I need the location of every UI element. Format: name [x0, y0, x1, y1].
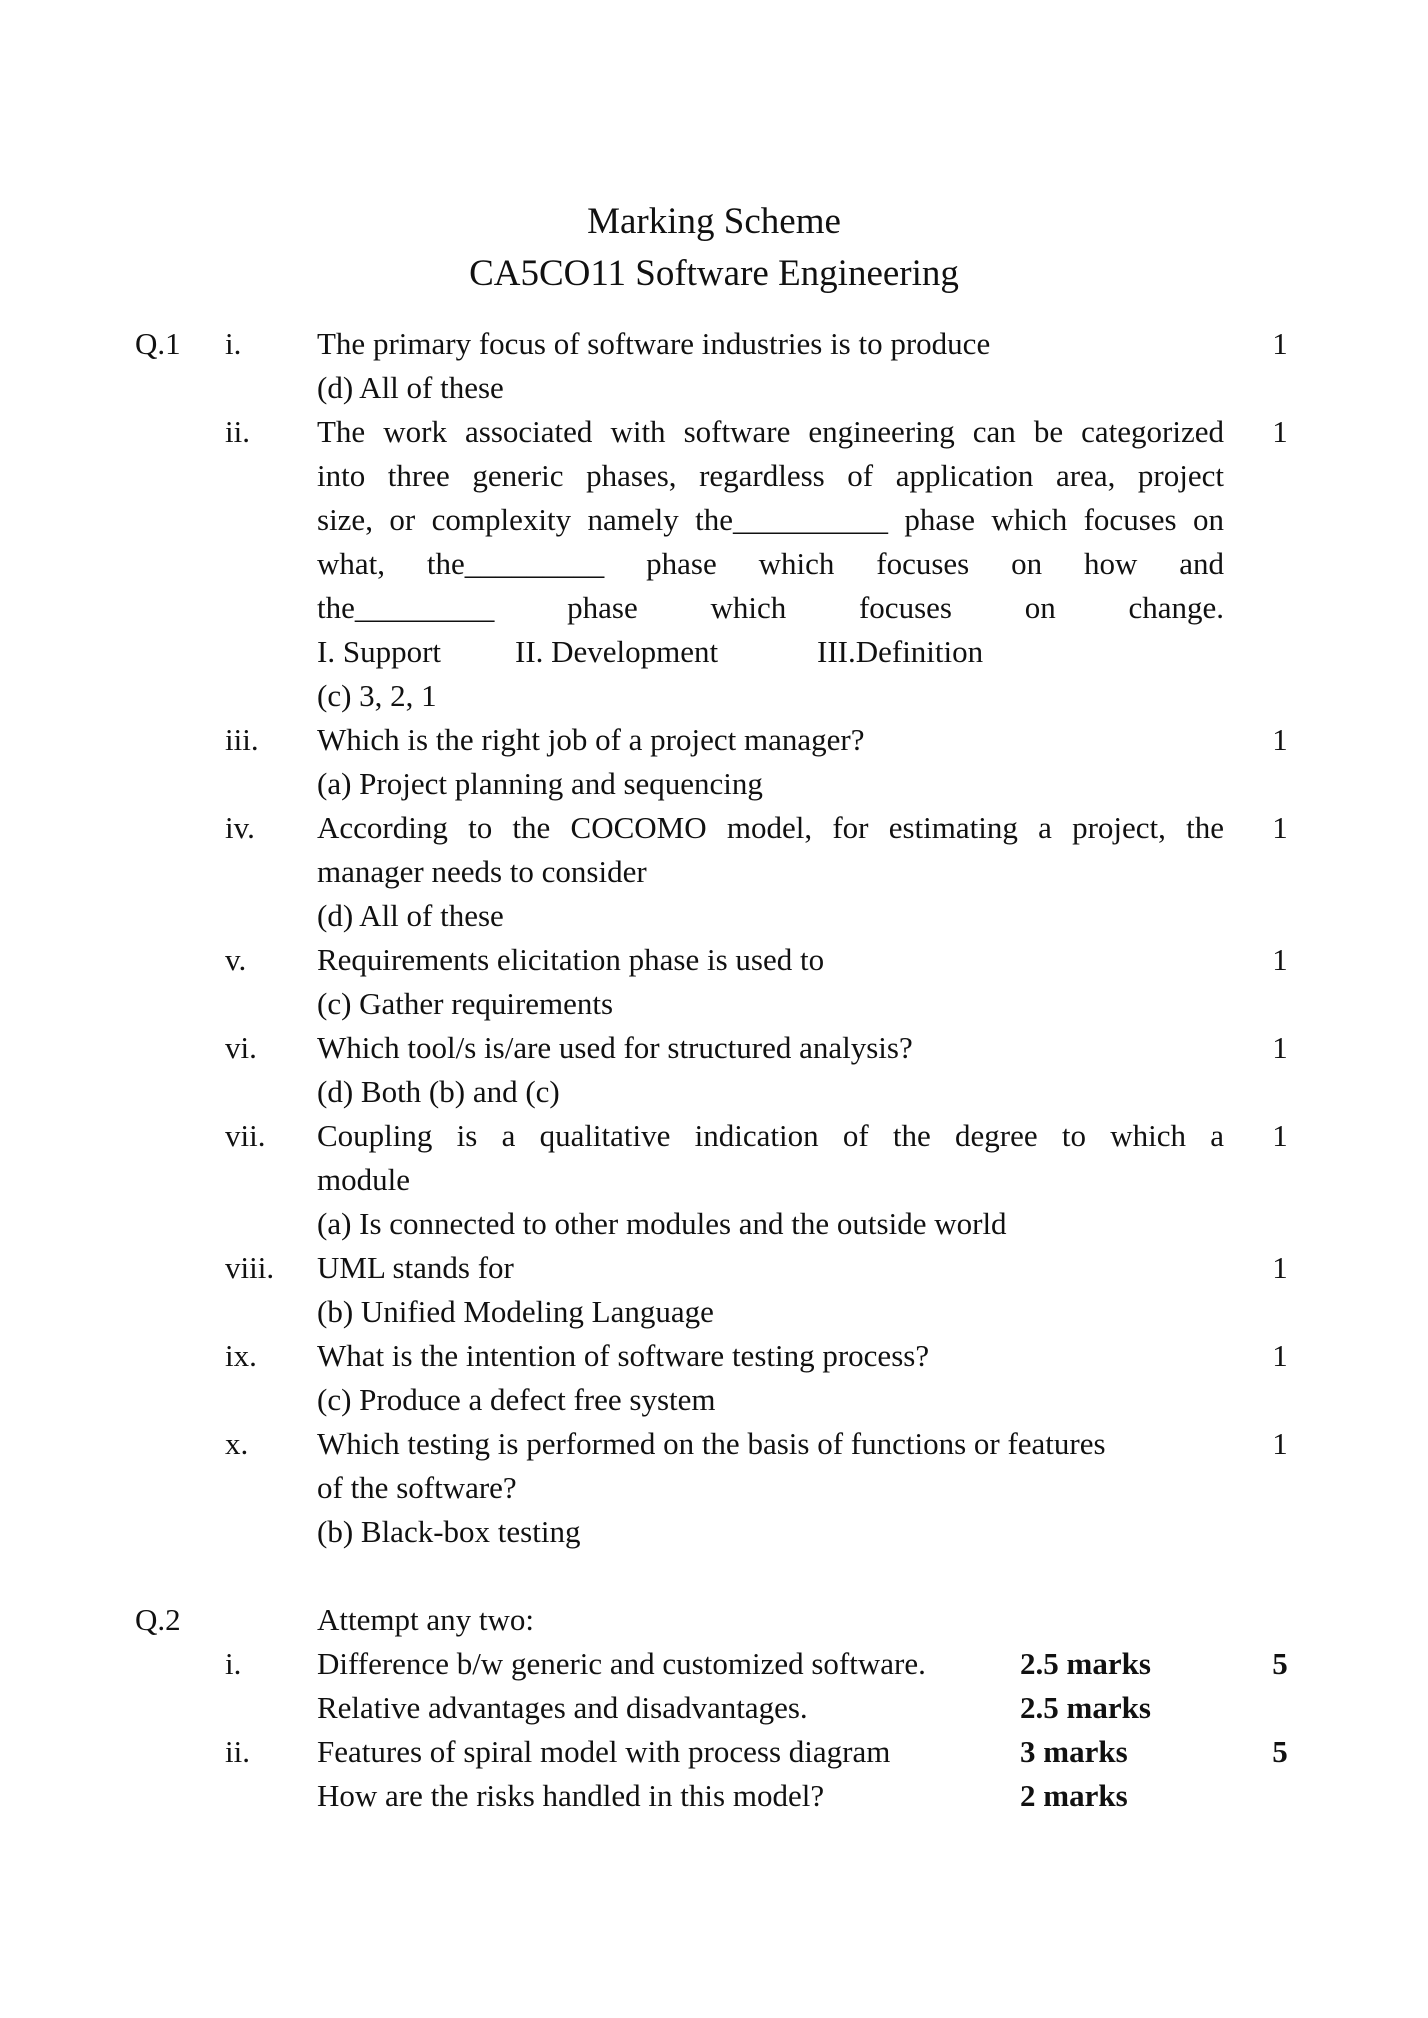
question-text: Coupling is a qualitative indication of the degree to which a: [317, 1118, 1224, 1153]
answer-text: (a) Project planning and sequencing: [317, 766, 763, 801]
answer-text: (c) 3, 2, 1: [317, 678, 437, 713]
marks: 1: [1272, 1250, 1288, 1285]
mark-allocation: 2.5 marks: [1020, 1646, 1151, 1681]
question-number: Q.1: [135, 326, 181, 361]
question-text: UML stands for: [317, 1250, 514, 1285]
question-text: into three generic phases, regardless of application area, project: [317, 458, 1224, 493]
question-text: manager needs to consider: [317, 854, 647, 889]
question-number: Q.2: [135, 1602, 181, 1637]
page-subtitle: CA5CO11 Software Engineering: [469, 253, 959, 294]
item-number: i.: [225, 326, 242, 361]
marks: 5: [1272, 1734, 1288, 1769]
question-text: size, or complexity namely the__________ phase which focuses on: [317, 502, 1224, 537]
item-number: vii.: [225, 1118, 266, 1153]
answer-text: (c) Produce a defect free system: [317, 1382, 716, 1417]
marks: 1: [1272, 722, 1288, 757]
item-number: iii.: [225, 722, 259, 757]
option: II. Development: [515, 634, 719, 669]
answer-text: (c) Gather requirements: [317, 986, 614, 1021]
question-text: Which tool/s is/are used for structured analysis?: [317, 1030, 913, 1065]
marks: 1: [1272, 1338, 1288, 1373]
item-number: viii.: [225, 1250, 275, 1285]
page-title: Marking Scheme: [587, 201, 841, 242]
marks: 1: [1272, 942, 1288, 977]
question-text: According to the COCOMO model, for estimating a project, the: [317, 810, 1224, 845]
part-text: Relative advantages and disadvantages.: [317, 1690, 808, 1725]
mark-allocation: 3 marks: [1020, 1734, 1128, 1769]
marks: 1: [1272, 810, 1288, 845]
instruction-text: Attempt any two:: [317, 1602, 534, 1637]
option-list: [317, 630, 983, 674]
item-number: iv.: [225, 810, 255, 845]
question-text: The primary focus of software industries is to produce: [317, 326, 991, 361]
marks: 1: [1272, 414, 1288, 449]
answer-text: (d) All of these: [317, 370, 504, 405]
mark-allocation: 2 marks: [1020, 1778, 1128, 1813]
answer-text: (b) Black-box testing: [317, 1514, 581, 1549]
question-text: What is the intention of software testing process?: [317, 1338, 930, 1373]
question-text: of the software?: [317, 1470, 517, 1505]
part-text: Features of spiral model with process diagram: [317, 1734, 891, 1769]
question-text: module: [317, 1162, 410, 1197]
mark-allocation: 2.5 marks: [1020, 1690, 1151, 1725]
question-text: the_________ phase which focuses on change.: [317, 590, 1224, 625]
question-text: what, the_________ phase which focuses on how and: [317, 546, 1224, 581]
marks: 1: [1272, 1426, 1288, 1461]
answer-text: (b) Unified Modeling Language: [317, 1294, 714, 1329]
item-number: v.: [225, 942, 247, 977]
item-number: ii.: [225, 1734, 250, 1769]
marks: 5: [1272, 1646, 1288, 1681]
item-number: ix.: [225, 1338, 257, 1373]
option: I. Support: [317, 634, 441, 669]
item-number: ii.: [225, 414, 250, 449]
item-number: vi.: [225, 1030, 257, 1065]
marks: 1: [1272, 326, 1288, 361]
item-number: i.: [225, 1646, 242, 1681]
part-text: How are the risks handled in this model?: [317, 1778, 825, 1813]
question-text: Which testing is performed on the basis of functions or features: [317, 1426, 1106, 1461]
item-number: x.: [225, 1426, 249, 1461]
answer-text: (a) Is connected to other modules and the outside world: [317, 1206, 1007, 1241]
marks: 1: [1272, 1030, 1288, 1065]
marks: 1: [1272, 1118, 1288, 1153]
question-text: Which is the right job of a project manager?: [317, 722, 865, 757]
part-text: Difference b/w generic and customized software.: [317, 1646, 926, 1681]
question-text: Requirements elicitation phase is used to: [317, 942, 825, 977]
option: III.Definition: [817, 634, 984, 669]
question-text: The work associated with software engineering can be categorized: [317, 414, 1224, 449]
answer-text: (d) Both (b) and (c): [317, 1074, 560, 1109]
answer-text: (d) All of these: [317, 898, 504, 933]
